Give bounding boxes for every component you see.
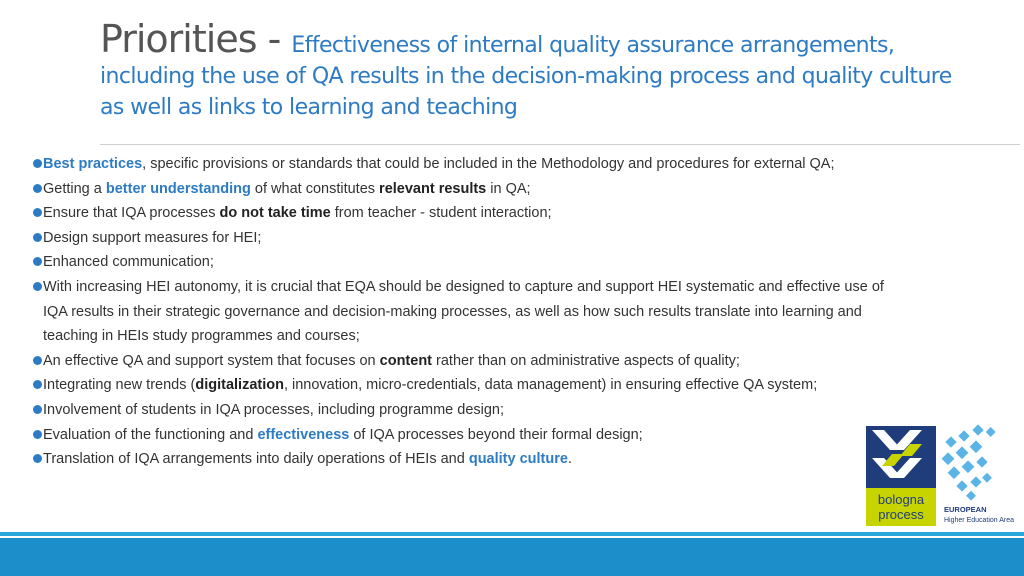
bold-text: digitalization xyxy=(195,377,284,394)
logo-text-line2: process xyxy=(878,507,924,522)
list-item xyxy=(33,250,1008,275)
list-item xyxy=(33,226,1008,251)
emphasis-text: quality culture xyxy=(468,451,568,468)
item-text: of IQA processes beyond their formal design; xyxy=(349,426,643,443)
item-text: of what constitutes xyxy=(250,180,380,197)
item-text: Integrating new trends ( xyxy=(43,377,196,394)
footer-accent-line xyxy=(0,532,1024,536)
bullet-dot-icon xyxy=(33,405,42,414)
list-item xyxy=(33,398,1008,423)
list-item-continuation xyxy=(33,300,1008,325)
list-item xyxy=(33,177,1008,202)
bullet-dot-icon xyxy=(33,257,42,266)
bullet-dot-icon xyxy=(33,159,42,168)
bullet-dot-icon xyxy=(33,233,42,242)
emphasis-text: better understanding xyxy=(105,180,251,197)
bullet-dot-icon xyxy=(33,356,42,365)
item-text: An effective QA and support system that focuses on xyxy=(43,352,380,369)
list-item xyxy=(33,275,1008,300)
bullet-dot-icon xyxy=(33,454,42,463)
item-text: Enhanced communication; xyxy=(43,254,214,271)
logo-text-line1: bologna xyxy=(877,492,925,507)
slide-title xyxy=(100,17,960,123)
bologna-process-logo xyxy=(864,424,1024,528)
item-text: With increasing HEI autonomy, it is crucial that EQA should be designed to capture and support HEI systematic and effective use of xyxy=(43,278,884,295)
bullet-dot-icon xyxy=(33,184,42,193)
bullet-dot-icon xyxy=(33,430,42,439)
item-text: Evaluation of the functioning and xyxy=(43,426,258,443)
list-item xyxy=(33,447,1008,472)
item-text: Involvement of students in IQA processes, including programme design; xyxy=(43,401,505,418)
bologna-mark-icon xyxy=(866,426,936,526)
footer-bar xyxy=(0,538,1024,576)
item-text: Design support measures for HEI; xyxy=(43,229,262,246)
item-text: IQA results in their strategic governance and decision-making processes, as well as how such results translate into learning and xyxy=(43,303,862,320)
bold-text: do not take time xyxy=(219,205,331,222)
list-item xyxy=(33,423,1008,448)
bullet-dot-icon xyxy=(33,380,42,389)
item-text: from teacher - student interaction; xyxy=(330,205,552,222)
ehea-mark-icon xyxy=(942,424,1015,524)
item-text: . xyxy=(567,451,572,468)
item-text: Translation of IQA arrangements into daily operations of HEIs and xyxy=(43,451,469,468)
list-item-continuation xyxy=(33,324,1008,349)
list-item xyxy=(33,349,1008,374)
item-text: , specific provisions or standards that could be included in the Methodology and procedures for external QA; xyxy=(142,156,835,172)
item-text: , innovation, micro-credentials, data management) in ensuring effective QA system; xyxy=(283,377,818,394)
emphasis-text: effectiveness xyxy=(257,426,350,443)
title-divider xyxy=(100,144,1020,145)
ehea-label-line2: Higher Education Area xyxy=(944,517,1015,524)
item-text: in QA; xyxy=(486,180,531,197)
item-text: teaching in HEIs study programmes and courses; xyxy=(43,328,360,345)
item-text: Ensure that IQA processes xyxy=(43,205,220,222)
list-item xyxy=(33,373,1008,398)
bullet-dot-icon xyxy=(33,282,42,291)
title-main: Priorities - xyxy=(100,17,292,61)
emphasis-text: Best practices xyxy=(43,156,143,172)
title-subtitle: Effectiveness of internal quality assurance arrangements, including the use of QA results in the decision-making process and quality culture as well as links to learning and teaching xyxy=(100,33,952,120)
item-text: rather than on administrative aspects of quality; xyxy=(432,352,740,369)
bold-text: content xyxy=(379,352,433,369)
ehea-label-line1: EUROPEAN xyxy=(944,505,987,514)
priority-list xyxy=(33,152,1008,472)
bullet-dot-icon xyxy=(33,208,42,217)
item-text: Getting a xyxy=(43,180,106,197)
list-item xyxy=(33,152,1008,177)
bold-text: relevant results xyxy=(379,180,487,197)
list-item xyxy=(33,201,1008,226)
